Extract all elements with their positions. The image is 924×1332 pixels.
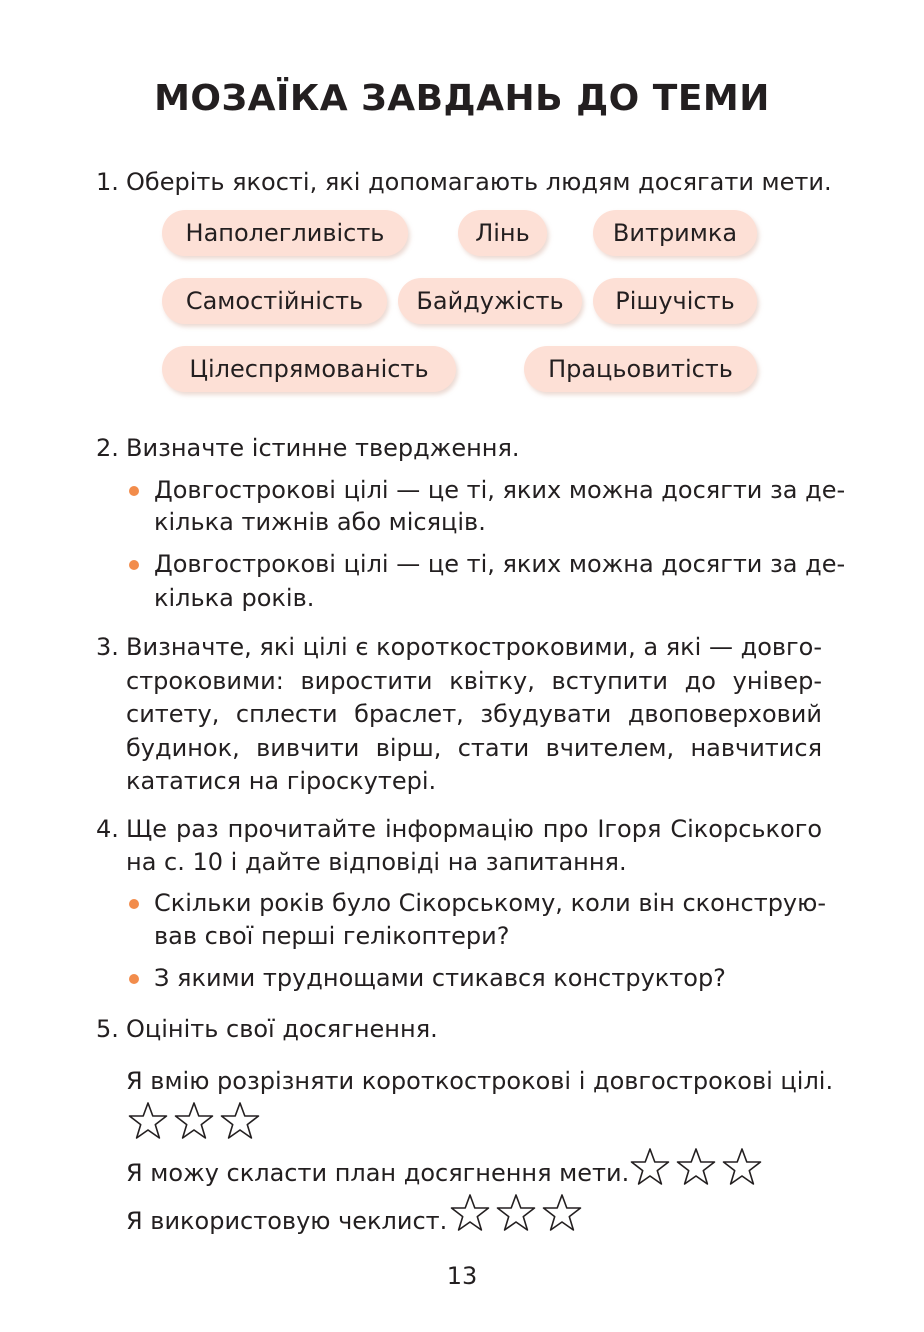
bullet-dot-icon — [129, 899, 139, 909]
self-assessment-statement: Я можу скласти план досягнення мети. — [126, 1159, 630, 1187]
task-3-number: 3. — [96, 633, 119, 661]
self-assessment-statement: Я використовую чеклист. — [126, 1207, 448, 1235]
star-outline-icon[interactable] — [128, 1101, 168, 1141]
task-2-option-2-line-2[interactable]: кілька років. — [154, 584, 315, 612]
self-assessment-statement: Я вмію розрізняти короткострокові і довгострокові цілі. — [126, 1067, 834, 1095]
task-2-option-2-line-1[interactable]: Довгострокові цілі — це ті, яких можна досягти за де- — [154, 550, 846, 578]
task-4-question-1-line-2: вав свої перші гелікоптери? — [154, 922, 510, 950]
page-number: 13 — [446, 1262, 478, 1290]
task-4-number: 4. — [96, 815, 119, 843]
task-4-line: Ще раз прочитайте інформацію про Ігоря Сікорського — [126, 815, 822, 843]
bullet-dot-icon — [129, 486, 139, 496]
star-outline-icon[interactable] — [174, 1101, 214, 1141]
task-3-line: будинок, вивчити вірш, стати вчителем, навчитися — [126, 734, 822, 762]
star-outline-icon[interactable] — [542, 1193, 582, 1233]
star-outline-icon[interactable] — [450, 1193, 490, 1233]
task-2-option-1-line-1[interactable]: Довгострокові цілі — це ті, яких можна досягти за де- — [154, 476, 846, 504]
star-outline-icon[interactable] — [722, 1147, 762, 1187]
star-outline-icon[interactable] — [220, 1101, 260, 1141]
task-1-number: 1. — [96, 168, 119, 196]
quality-chip[interactable]: Цілеспрямованість — [162, 346, 456, 392]
task-4-question-2: З якими труднощами стикався конструктор? — [154, 964, 726, 992]
rating-stars[interactable] — [450, 1193, 582, 1233]
task-2-option-1-line-2[interactable]: кілька тижнів або місяців. — [154, 508, 486, 536]
quality-chip[interactable]: Наполегливість — [162, 210, 408, 256]
task-3-line: строковими: виростити квітку, вступити до універ- — [126, 667, 822, 695]
rating-stars[interactable] — [128, 1101, 260, 1141]
quality-chip[interactable]: Лінь — [458, 210, 547, 256]
star-outline-icon[interactable] — [496, 1193, 536, 1233]
task-3-line: кататися на гіроскутері. — [126, 767, 437, 795]
bullet-dot-icon — [129, 560, 139, 570]
page-title: МОЗАЇКА ЗАВДАНЬ ДО ТЕМИ — [154, 78, 770, 119]
quality-chip[interactable]: Байдужість — [398, 278, 582, 324]
task-2-number: 2. — [96, 434, 119, 462]
task-5-number: 5. — [96, 1015, 119, 1043]
task-1-text: Оберіть якості, які допомагають людям досягати мети. — [126, 168, 832, 196]
quality-chip[interactable]: Самостійність — [162, 278, 387, 324]
quality-chip[interactable]: Витримка — [593, 210, 757, 256]
task-4-question-1-line-1: Скільки років було Сікорському, коли він сконструю- — [154, 889, 826, 917]
rating-stars[interactable] — [630, 1147, 762, 1187]
task-4-line: на с. 10 і дайте відповіді на запитання. — [126, 848, 627, 876]
star-outline-icon[interactable] — [630, 1147, 670, 1187]
quality-chip[interactable]: Рішучість — [593, 278, 757, 324]
task-3-line: ситету, сплести браслет, збудувати двоповерховий — [126, 700, 822, 728]
bullet-dot-icon — [129, 974, 139, 984]
task-3-line: Визначте, які цілі є короткостроковими, а які — довго- — [126, 633, 822, 661]
quality-chip[interactable]: Працьовитість — [524, 346, 757, 392]
task-2-text: Визначте істинне твердження. — [126, 434, 520, 462]
star-outline-icon[interactable] — [676, 1147, 716, 1187]
task-5-text: Оцініть свої досягнення. — [126, 1015, 438, 1043]
